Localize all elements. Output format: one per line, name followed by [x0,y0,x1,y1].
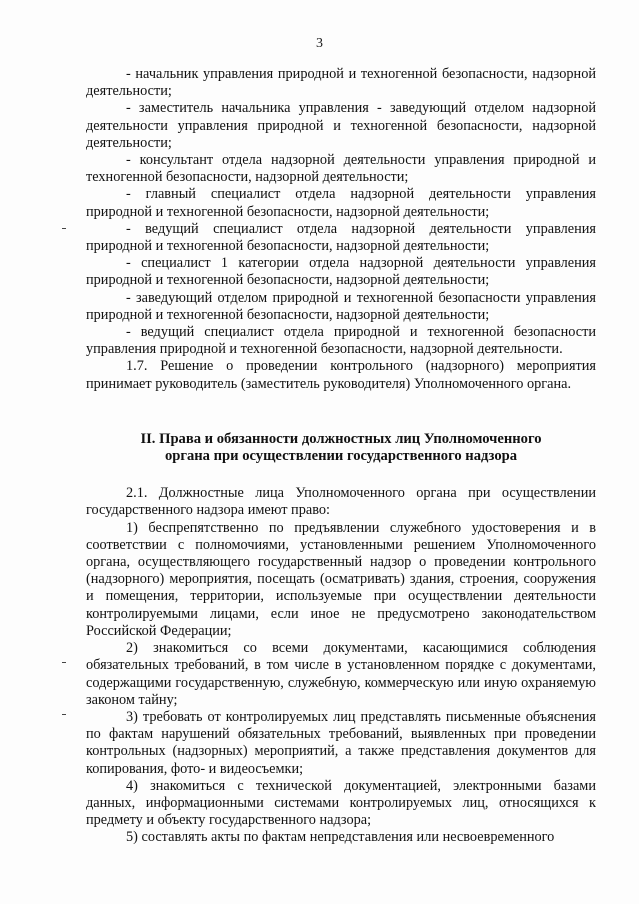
list-item: - ведущий специалист отдела природной и техногенной безопасности управления природной и техногенной безопасности, надзорной деятельности. [86,324,596,358]
section-heading-line: органа при осуществлении государственного надзора [164,448,518,465]
document-body [86,66,596,847]
page-number: 3 [316,36,323,51]
list-item: - ведущий специалист отдела надзорной деятельности управления природной и техногенной безопасности, надзорной деятельности; [86,220,596,255]
list-item: - главный специалист отдела надзорной деятельности управления природной и техногенной безопасности, надзорной деятельности; [86,186,596,220]
list-item: - заведующий отделом природной и техногенной безопасности управления природной и техногенной безопасности, надзорной деятельности; [86,289,596,323]
list-item: - начальник управления природной и техногенной безопасности, надзорной деятельности; [86,66,596,100]
paragraph-1-7: 1.7. Решение о проведении контрольного (надзорного) мероприятия принимает руководитель (заместитель руководителя) Уполномоченного органа. [86,358,596,392]
list-item: - консультант отдела надзорной деятельности управления природной и техногенной безопасности, надзорной деятельности; [86,152,596,186]
scan-mark [62,714,66,715]
list-item: - специалист 1 категории отдела надзорной деятельности управления природной и техногенной безопасности, надзорной деятельности; [86,255,596,289]
rights-item: 1) беспрепятственно по предъявлении служебного удостоверения и в соответствии с полномочиями, установленными решением Уполномоченного органа, осуществляющего государственный надзор о проведении контрольного (надзорного) мероприятия, посещать (осматривать) здания, строения, сооружения и помещения, территории, используемые при осуществлении деятельности контролируемыми лицами, если иное не предусмотрено законодательством Российской Федерации; [86,519,596,639]
rights-item: 4) знакомиться с технической документацией, электронными базами данных, информационными системами контролируемых лиц, относящихся к предмету и объекту государственного надзора; [86,777,596,829]
section-heading [86,431,596,465]
section-heading-line: II. Права и обязанности должностных лиц Уполномоченного [140,430,542,447]
rights-item: 5) составлять акты по фактам непредставления или несвоевременного [126,829,555,846]
rights-item: 3) требовать от контролируемых лиц представлять письменные объяснения по фактам нарушений обязательных требований, выявленных при проведении контрольных (надзорных) мероприятий, а также представления документов для копирования, фото- и видеосъемки; [86,708,596,777]
paragraph-2-1: 2.1. Должностные лица Уполномоченного органа при осуществлении государственного надзора имеют право: [86,485,596,519]
scan-mark [62,662,66,663]
scan-mark [62,228,66,229]
list-item: - заместитель начальника управления - заведующий отделом надзорной деятельности управления природной и техногенной безопасности, надзорной деятельности; [86,100,596,151]
rights-item: 2) знакомиться со всеми документами, касающимися соблюдения обязательных требований, в том числе в установленном порядке с документами, содержащими государственную, служебную, коммерческую или иную охраняемую законом тайну; [86,640,596,708]
